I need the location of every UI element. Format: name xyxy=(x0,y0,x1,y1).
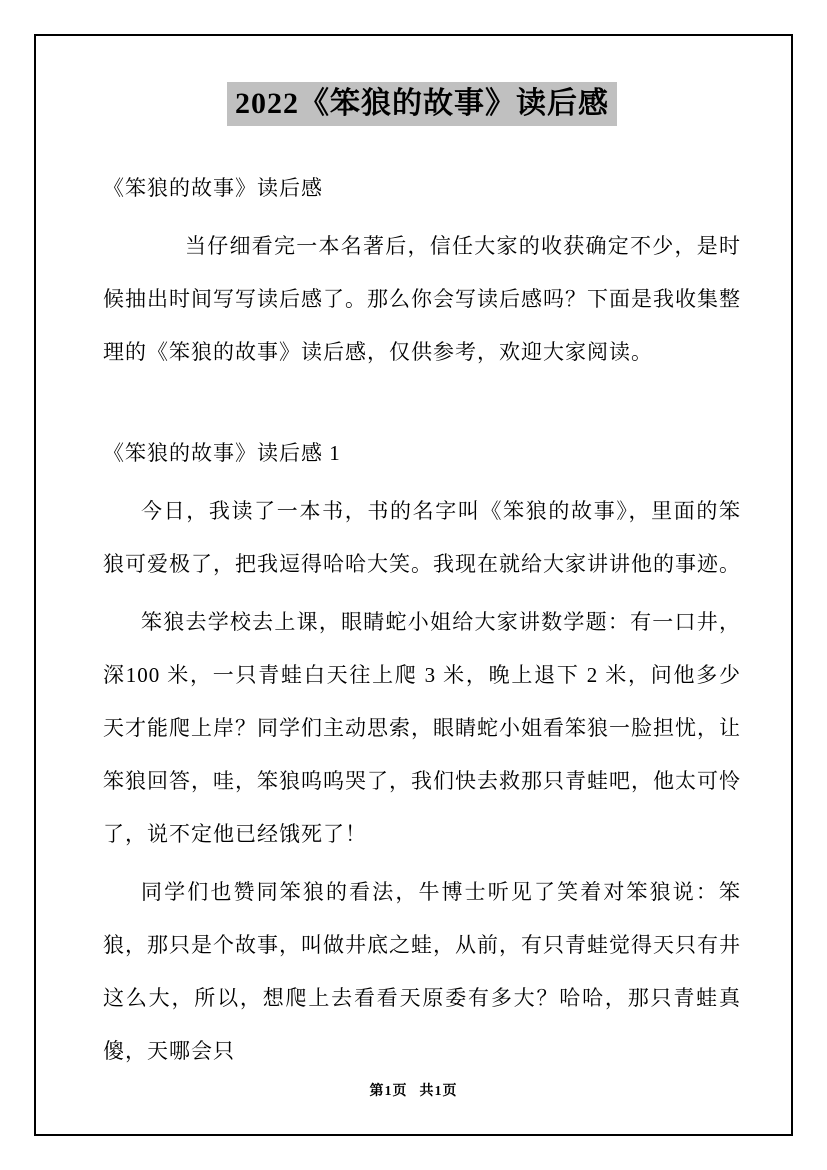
title-highlight: 2022《笨狼的故事》读后感 xyxy=(227,82,617,126)
page-number-label: 第1页 xyxy=(369,1084,408,1099)
page-total-label: 共1页 xyxy=(419,1084,458,1099)
section-heading: 《笨狼的故事》读后感 1 xyxy=(103,441,341,465)
document-title xyxy=(103,82,741,126)
page-footer xyxy=(36,1080,791,1100)
intro-paragraph: 当仔细看完一本名著后，信任大家的收获确定不少，是时候抽出时间写写读后感了。那么你会写读后感吗？下面是我收集整理的《笨狼的故事》读后感，仅供参考，欢迎大家阅读。 xyxy=(103,234,741,364)
document-page xyxy=(34,34,793,1136)
body-paragraph: 今日，我读了一本书，书的名字叫《笨狼的故事》，里面的笨狼可爱极了，把我逗得哈哈大笑。我现在就给大家讲讲他的事迹。 xyxy=(103,499,741,576)
document-content xyxy=(36,36,791,1078)
subtitle-line: 《笨狼的故事》读后感 xyxy=(103,176,323,200)
body-paragraph: 同学们也赞同笨狼的看法，牛博士听见了笑着对笨狼说：笨狼，那只是个故事，叫做井底之蛙，从前，有只青蛙觉得天只有井这么大，所以，想爬上去看看天原委有多大？哈哈，那只青蛙真傻，天哪会只 xyxy=(103,880,741,1063)
body-paragraph: 笨狼去学校去上课，眼睛蛇小姐给大家讲数学题：有一口井，深100 米，一只青蛙白天往上爬 3 米，晚上退下 2 米，问他多少天才能爬上岸？同学们主动思索，眼睛蛇小姐看笨狼一脸担忧，让笨狼回答，哇，笨狼呜呜哭了，我们快去救那只青蛙吧，他太可怜了，说不定他已经饿死了！ xyxy=(103,610,741,846)
